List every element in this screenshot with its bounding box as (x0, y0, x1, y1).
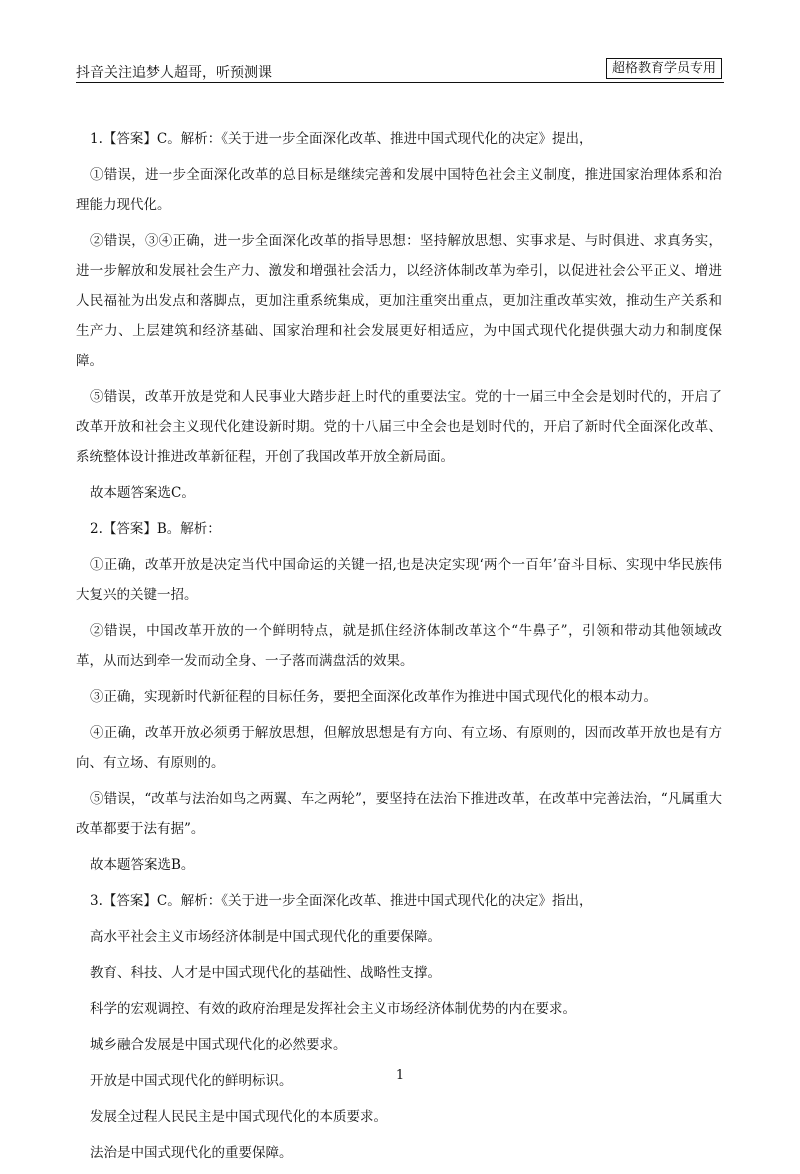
paragraph-q1-item2: ②错误，③④正确，进一步全面深化改革的指导思想：坚持解放思想、实事求是、与时俱进、求真务实，进一步解放和发展社会生产力、激发和增强社会活力，以经济体制改革为牵引，以促进社会公平正义、增进人民福祉为出发点和落脚点，更加注重系统集成，更加注重突出重点，更加注重改革实效，推动生产关系和生产力、上层建筑和经济基础、国家治理和社会发展更好相适应，为中国式现代化提供强大动力和制度保障。 (76, 233, 722, 369)
paragraph-q2-item4: ④正确，改革开放必须勇于解放思想，但解放思想是有方向、有立场、有原则的，因而改革开放也是有方向、有立场、有原则的。 (76, 725, 722, 771)
paragraph-q2-item5: ⑤错误，“改革与法治如鸟之两翼、车之两轮”，要坚持在法治下推进改革，在改革中完善法治，“凡属重大改革都要于法有据”。 (76, 791, 722, 837)
paragraph-q1-conclusion: 故本题答案选C。 (90, 485, 195, 501)
answer-explanations (76, 124, 722, 1174)
paragraph-q3-point2: 教育、科技、人才是中国式现代化的基础性、战略性支撑。 (90, 965, 441, 981)
paragraph-q3-point5: 开放是中国式现代化的鲜明标识。 (90, 1073, 293, 1089)
paragraph-q2-heading: 2.【答案】B。解析： (90, 521, 221, 537)
paragraph-q2-item2: ②错误，中国改革开放的一个鲜明特点，就是抓住经济体制改革这个“牛鼻子”，引领和带动其他领域改革，从而达到牵一发而动全身、一子落而满盘活的效果。 (76, 623, 722, 669)
paragraph-q1-heading: 1.【答案】C。解析：《关于进一步全面深化改革、推进中国式现代化的决定》提出， (90, 131, 593, 147)
page-number: 1 (395, 1068, 405, 1083)
paragraph-q3-point4: 城乡融合发展是中国式现代化的必然要求。 (90, 1037, 347, 1053)
header-promo-text: 抖音关注追梦人超哥，听预测课 (76, 65, 272, 81)
paragraph-q3-point7: 法治是中国式现代化的重要保障。 (90, 1145, 293, 1161)
paragraph-q3-point6: 发展全过程人民民主是中国式现代化的本质要求。 (90, 1109, 387, 1125)
paragraph-q1-item5: ⑤错误，改革开放是党和人民事业大踏步赶上时代的重要法宝。党的十一届三中全会是划时代的，开启了改革开放和社会主义现代化建设新时期。党的十八届三中全会也是划时代的，开启了新时代全面深化改革、系统整体设计推进改革新征程，开创了我国改革开放全新局面。 (76, 389, 722, 465)
paragraph-q2-conclusion: 故本题答案选B。 (90, 857, 195, 873)
paragraph-q3-heading: 3.【答案】C。解析：《关于进一步全面深化改革、推进中国式现代化的决定》指出， (90, 893, 593, 909)
paragraph-q3-point3: 科学的宏观调控、有效的政府治理是发挥社会主义市场经济体制优势的内在要求。 (90, 1001, 576, 1017)
header-divider (76, 82, 724, 83)
paragraph-q3-point1: 高水平社会主义市场经济体制是中国式现代化的重要保障。 (90, 929, 441, 945)
paragraph-q2-item1: ①正确，改革开放是决定当代中国命运的关键一招,也是决定实现‘两个一百年’奋斗目标、实现中华民族伟大复兴的关键一招。 (76, 557, 722, 603)
header-badge: 超格教育学员专用 (606, 58, 722, 79)
paragraph-q1-item1: ①错误，进一步全面深化改革的总目标是继续完善和发展中国特色社会主义制度，推进国家治理体系和治理能力现代化。 (76, 167, 722, 213)
paragraph-q2-item3: ③正确，实现新时代新征程的目标任务，要把全面深化改革作为推进中国式现代化的根本动力。 (90, 689, 657, 705)
